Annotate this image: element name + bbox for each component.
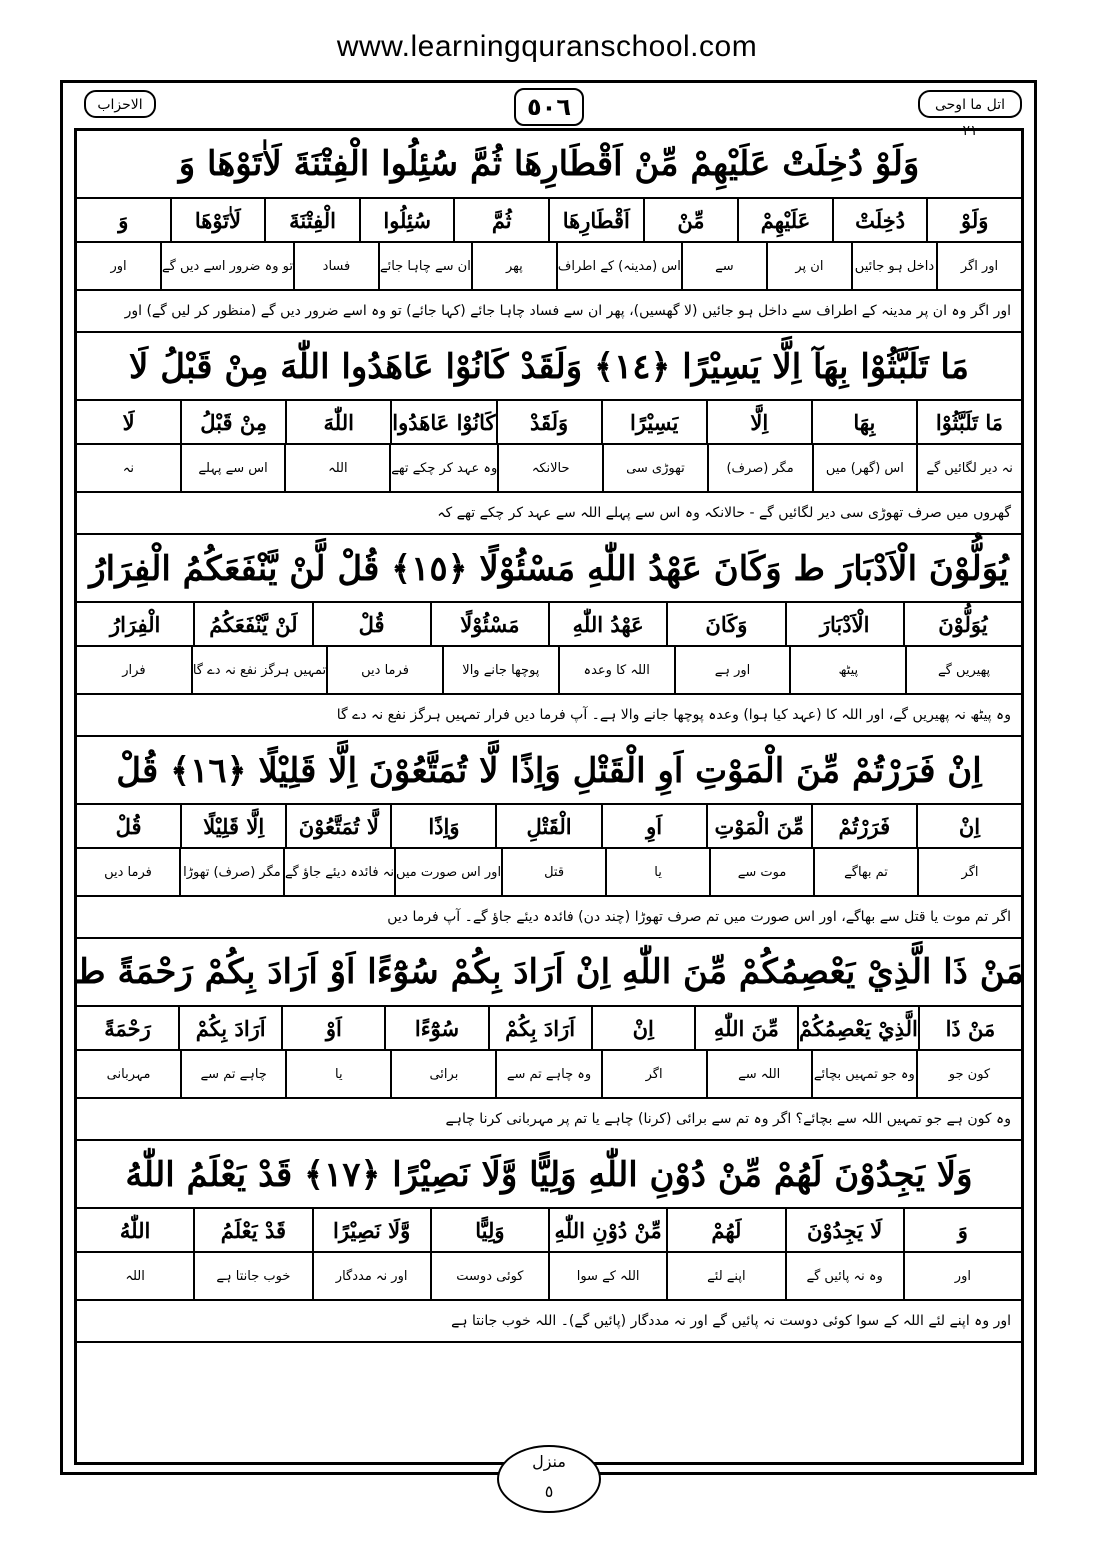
urdu-translation: وہ کون ہے جو تمہیں اللہ سے بچائے؟ اگر وہ تم سے برائی (کرنا) چاہے یا تم پر مہربانی کرنا چاہے [77,1099,1021,1141]
word-meaning: فرار [122,662,146,678]
arabic-word: مَنْ ذَا [918,1007,1021,1049]
arabic-word: الْفِتْنَةَ [264,199,359,241]
arabic-verse: مَا تَلَبَّثُوْا بِهَآ اِلَّا يَسِيْرًا ﴿١٤﴾ وَلَقَدْ كَانُوْا عَاهَدُوا اللّٰهَ مِنْ قَبْلُ لَا [77,333,1021,401]
urdu-translation: اور وہ اپنے لئے اللہ کے سوا کوئی دوست نہ پائیں گے اور نہ مددگار (پائیں گے)۔ اللہ خوب جانتا ہے [77,1301,1021,1343]
word-meaning: اور [903,1253,1021,1299]
urdu-translation: اور اگر وہ ان پر مدینہ کے اطراف سے داخل ہو جائیں (لا گھسیں)، پھر ان سے فساد چاہا جائے (کہا جائے) تو وہ اسے ضرور دیں گے (منظور کر لیں گے) اور [77,291,1021,333]
page-content [74,131,1024,1343]
word-meaning: اس (گھر) میں [812,445,917,491]
urdu-translation: گھروں میں صرف تھوڑی سی دیر لگائیں گے - حالانکہ وہ اس سے پہلے اللہ سے عہد کر چکے تھے کہ [77,493,1021,535]
word-meaning: کوئی دوست [430,1253,548,1299]
meaning-row [77,647,1021,695]
arabic-word: لَاٰتَوْهَا [170,199,265,241]
arabic-word: لَّا تُمَتَّعُوْنَ [285,805,390,847]
verse-section [77,535,1021,737]
word-meaning: پیٹھ [789,647,905,693]
arabic-verse: وَلَا يَجِدُوْنَ لَهُمْ مِّنْ دُوْنِ اللّٰهِ وَلِيًّا وَّلَا نَصِيْرًا ﴿١٧﴾ قَدْ يَعْلَمُ اللّٰهُ [77,1141,1021,1209]
urdu-translation: وہ پیٹھ نہ پھیریں گے، اور اللہ کا (عہد کیا ہوا) وعدہ پوچھا جانے والا ہے۔ آپ فرما دیں فرار تمہیں ہرگز نفع نہ دے گا [77,695,1021,737]
verse-section [77,131,1021,333]
arabic-word: وَّلَا نَصِيْرًا [312,1209,430,1251]
urdu-translation: اگر تم موت یا قتل سے بھاگے، اور اس صورت میں تم صرف تھوڑا (چند دن) فائدہ دیئے جاؤ گے۔ آپ فرما دیں [77,897,1021,939]
arabic-word: عَهْدُ اللّٰهِ [548,603,666,645]
arabic-verse: وَلَوْ دُخِلَتْ عَلَيْهِمْ مِّنْ اَقْطَارِهَا ثُمَّ سُئِلُوا الْفِتْنَةَ لَاٰتَوْهَا وَ [77,131,1021,199]
juz-name: اتل ما اوحی ٢١ [918,90,1022,118]
word-meaning: اور [110,258,127,274]
verse-section [77,1141,1021,1343]
word-meaning: نہ [122,460,134,476]
arabic-word: لَا يَجِدُوْنَ [785,1209,903,1251]
word-meaning: ان سے چاہا جائے [378,243,471,289]
surah-name: الاحزاب [84,90,156,118]
word-meaning: فرما دیں [104,864,152,880]
arabic-word: اَقْطَارِهَا [548,199,643,241]
word-meaning: اللہ [284,445,389,491]
arabic-word: وَلَقَدْ [496,401,601,443]
arabic-word: وَكَانَ [666,603,784,645]
word-meaning: تھوڑی سی [602,445,707,491]
arabic-verse: اِنْ فَرَرْتُمْ مِّنَ الْمَوْتِ اَوِ الْقَتْلِ وَاِذًا لَّا تُمَتَّعُوْنَ اِلَّا قَلِيْلًا ﴿١٦﴾ قُلْ [77,737,1021,805]
word-meaning: مگر (صرف) [707,445,812,491]
arabic-word: وَ [903,1209,1021,1251]
word-meaning: وہ جو تمہیں بچائے [811,1051,916,1097]
arabic-word: اِنْ [916,805,1021,847]
arabic-word: اِنْ [591,1007,694,1049]
arabic-word: مِّنْ دُوْنِ اللّٰهِ [548,1209,666,1251]
arabic-word: لَنْ يَّنْفَعَكُمُ [193,603,311,645]
word-meaning: مگر (صرف) تھوڑا [179,849,283,895]
arabic-word: وَلِيًّا [430,1209,548,1251]
arabic-word: ثُمَّ [453,199,548,241]
meaning-row [77,1051,1021,1099]
word-meaning: اور نہ مددگار [312,1253,430,1299]
word-meaning: پوچھا جانے والا [442,647,558,693]
word-meaning: اللہ کا وعدہ [558,647,674,693]
word-meaning: اللہ سے [706,1051,811,1097]
arabic-word: مِّنَ الْمَوْتِ [706,805,811,847]
arabic-word: قُلْ [312,603,430,645]
word-meaning: حالانکہ [497,445,602,491]
word-meaning: ان پر [766,243,851,289]
word-meaning: مہربانی [106,1066,151,1082]
word-meaning: یا [605,849,709,895]
word-meaning: اور اگر [936,243,1021,289]
manzil-number: ٥ [544,1482,554,1501]
word-meaning: نہ دیر لگائیں گے [916,445,1021,491]
word-meaning: اگر [601,1051,706,1097]
word-meaning: اس (مدینہ) کے اطراف [556,243,681,289]
word-meaning: پھر [471,243,556,289]
arabic-word: مِّنْ [643,199,738,241]
arabic-word: اَوِ [601,805,706,847]
manzil-label: منزل [532,1452,566,1471]
verse-section [77,333,1021,535]
word-meaning: وہ نہ پائیں گے [785,1253,903,1299]
arabic-word: اللّٰهُ [119,1217,151,1243]
verse-section [74,939,1024,1141]
arabic-word: بِهَا [811,401,916,443]
arabic-word: مِنْ قَبْلُ [180,401,285,443]
word-meaning: اپنے لئے [666,1253,784,1299]
arabic-word: رَحْمَةً [104,1015,151,1041]
arabic-word: اللّٰهَ [285,401,390,443]
arabic-word: سُوْٓءًا [384,1007,487,1049]
arabic-word: الْفِرَارُ [109,611,161,637]
word-meaning: تو وہ ضرور اسے دیں گے [160,243,293,289]
word-row [77,805,1021,849]
arabic-word: وَ [118,207,129,233]
arabic-word: عَلَيْهِمْ [737,199,832,241]
word-row [77,1007,1021,1051]
manzil-badge [497,1445,601,1513]
word-meaning: برائی [390,1051,495,1097]
arabic-word: اَوْ [281,1007,384,1049]
word-meaning: اور ہے [674,647,790,693]
site-url: www.learningquranschool.com [336,30,758,63]
arabic-word: اَرَادَ بِكُمْ [488,1007,591,1049]
arabic-word: مِّنَ اللّٰهِ [694,1007,797,1049]
word-meaning: داخل ہو جائیں [851,243,936,289]
word-meaning: موت سے [709,849,813,895]
word-meaning: فساد [293,243,378,289]
meaning-row [77,1253,1021,1301]
word-meaning: وہ چاہے تم سے [495,1051,600,1097]
word-meaning: اگر [917,849,1021,895]
arabic-word: الْقَتْلِ [495,805,600,847]
arabic-verse: يُوَلُّوْنَ الْاَدْبَارَ ط وَكَانَ عَهْدُ اللّٰهِ مَسْئُوْلًا ﴿١٥﴾ قُلْ لَّنْ يَّنْفَعَكُمُ الْفِرَارُ [77,535,1021,603]
arabic-word: دُخِلَتْ [832,199,927,241]
arabic-word: لَهُمْ [666,1209,784,1251]
word-meaning: اور اس صورت میں [394,849,501,895]
arabic-word: سُئِلُوا [359,199,454,241]
arabic-word: قُلْ [115,813,142,839]
meaning-row [77,849,1021,897]
arabic-word: قَدْ يَعْلَمُ [193,1209,311,1251]
word-row [77,603,1021,647]
arabic-word: اِلَّا [706,401,811,443]
word-meaning: خوب جانتا ہے [193,1253,311,1299]
word-meaning: وہ عہد کر چکے تھے [389,445,497,491]
word-meaning: اللہ [125,1268,145,1284]
word-meaning: کون جو [916,1051,1021,1097]
word-meaning: اللہ کے سوا [548,1253,666,1299]
arabic-word: يُوَلُّوْنَ [903,603,1021,645]
word-meaning: یا [285,1051,390,1097]
arabic-word: اَرَادَ بِكُمْ [178,1007,281,1049]
arabic-word: مَا تَلَبَّثُوْا [916,401,1021,443]
verse-section [77,737,1021,939]
meaning-row [77,243,1021,291]
word-meaning: تمہیں ہرگز نفع نہ دے گا [191,647,326,693]
word-meaning: تم بھاگے [813,849,917,895]
word-meaning: پھیریں گے [905,647,1021,693]
arabic-word: الَّذِيْ يَعْصِمُكُمْ [797,1007,918,1049]
arabic-word: يَسِيْرًا [601,401,706,443]
arabic-word: وَاِذًا [390,805,495,847]
arabic-word: كَانُوْا عَاهَدُوا [390,401,495,443]
word-meaning: قتل [501,849,605,895]
word-meaning: نہ فائدہ دیئے جاؤ گے [283,849,394,895]
word-row [77,401,1021,445]
word-meaning: سے [681,243,766,289]
word-meaning: چاہے تم سے [180,1051,285,1097]
word-meaning: فرما دیں [326,647,442,693]
arabic-word: اِلَّا قَلِيْلًا [180,805,285,847]
page-number: ٥٠٦ [514,88,584,126]
word-meaning: اس سے پہلے [180,445,285,491]
word-row [77,199,1021,243]
arabic-word: لَا [122,409,135,435]
arabic-word: فَرَرْتُمْ [811,805,916,847]
word-row [77,1209,1021,1253]
arabic-word: الْاَدْبَارَ [785,603,903,645]
arabic-word: وَلَوْ [926,199,1021,241]
meaning-row [77,445,1021,493]
arabic-word: مَسْئُوْلًا [430,603,548,645]
arabic-verse: مَنْ ذَا الَّذِيْ يَعْصِمُكُمْ مِّنَ اللّٰهِ اِنْ اَرَادَ بِكُمْ سُوْٓءًا اَوْ اَرَادَ بِكُمْ رَحْمَةً ط [77,939,1021,1007]
